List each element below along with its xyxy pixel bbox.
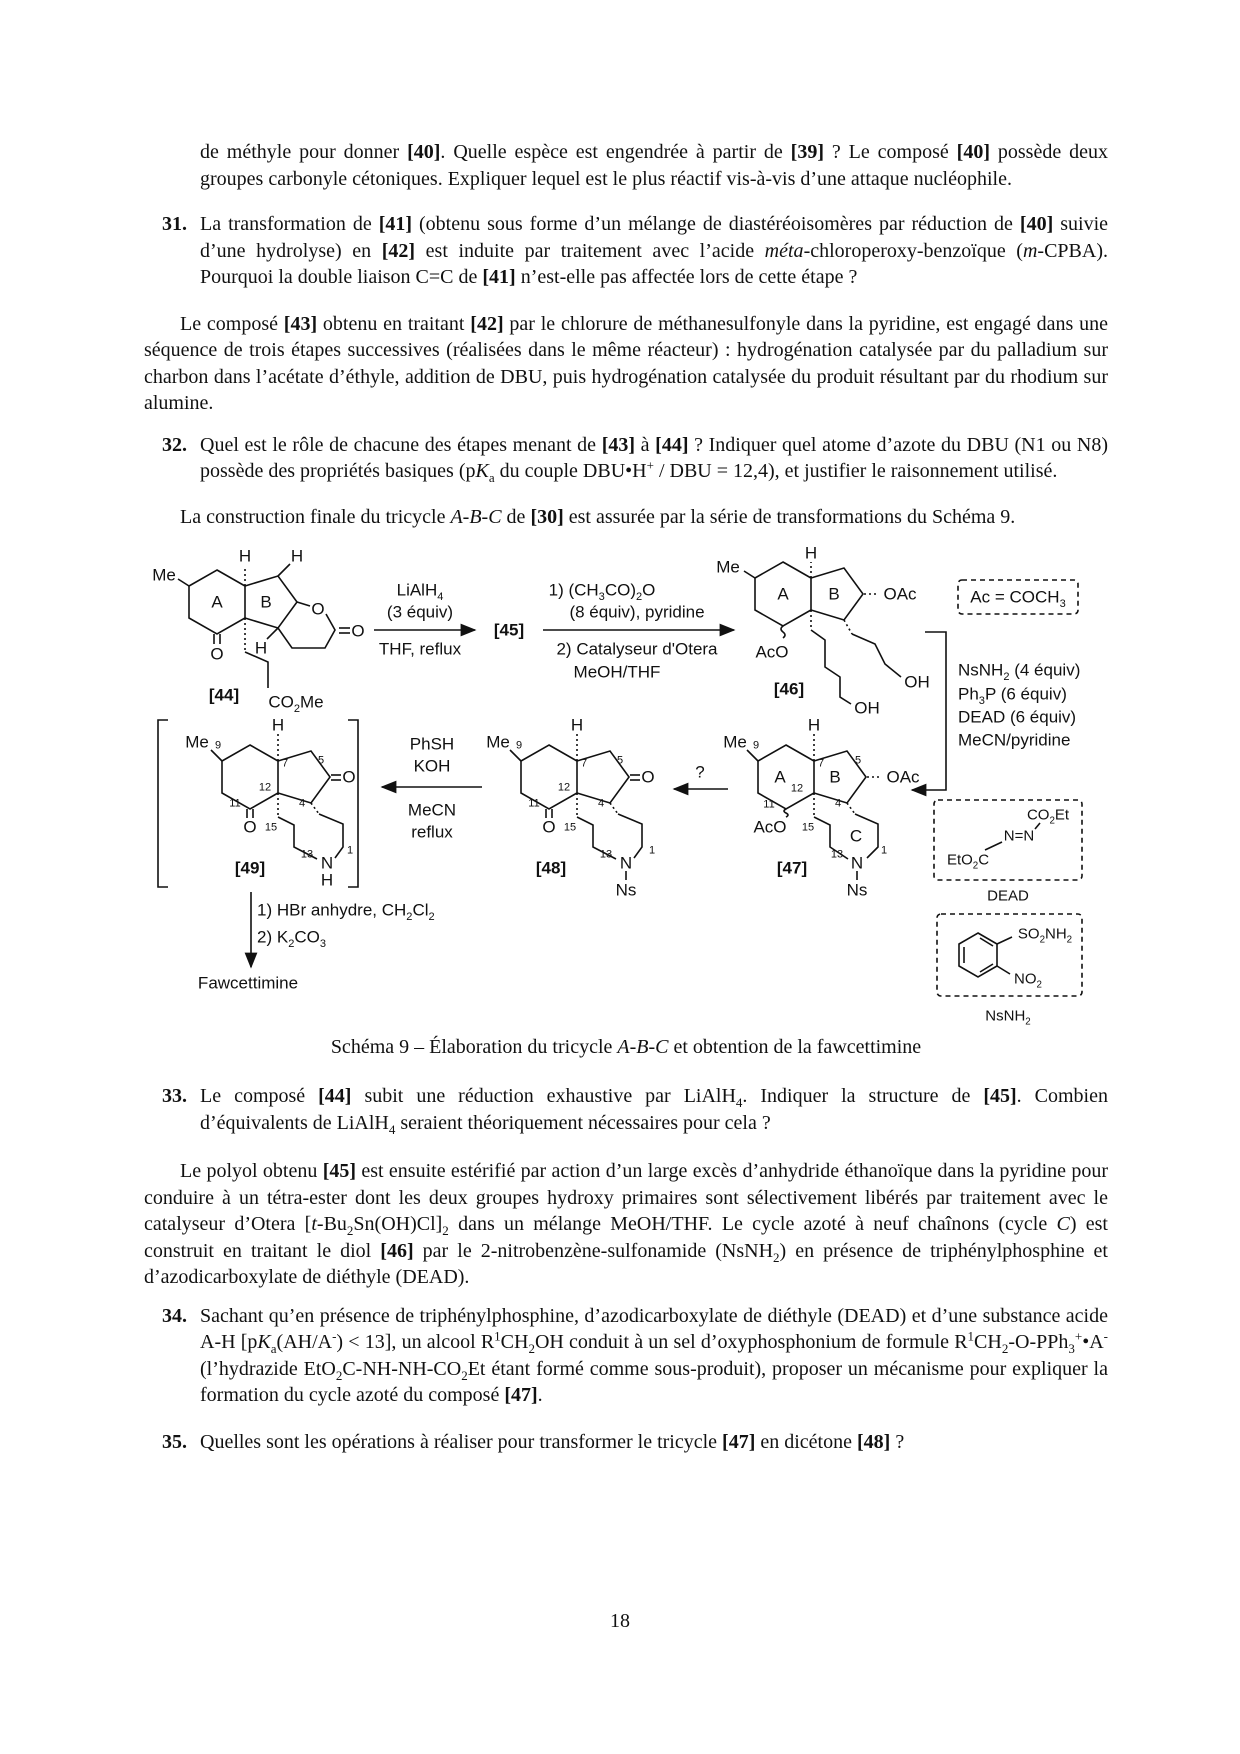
question-number: 32. [162,433,187,456]
c48-n13: 13 [599,848,613,861]
nsnh2-name: NsNH$_2$ [985,1007,1031,1028]
bracket-left [158,720,168,887]
c47-n11: 11 [763,798,775,811]
c49-n: N [320,853,334,873]
text-segment-sub: 3 [1059,597,1066,610]
text-segment-sub: 2 [1025,1016,1031,1028]
dead-nn: N=N [1003,827,1035,845]
text-segment-i: t [311,1213,317,1235]
question-text: Sachant qu’en présence de triphénylphosphine, d’azodicarboxylate de diéthyle (DEAD) et d’une substance acide A-H $[pK_a(AH/A^-) < 13]$, un alcool $R^1CH_2OH$ conduit à un sel d’oxyphosphonium de formule $R^1CH_2-O-PPh_3^+•A^-$ (l’hydrazide $EtO_2C-NH-NH-CO_2Et$ étant formé comme sous-produit), proposer un mécanisme pour expliquer la formation du cycle azoté du composé [47]. [200,1304,1108,1406]
text-segment-sub: 3 [1068,1341,1075,1356]
compound-45-label: [45] [493,620,525,640]
c49-n1: 1 [346,844,354,857]
text-segment-i: K [257,1331,271,1353]
text-segment-sup: + [646,457,654,473]
c47-n: N [850,853,864,873]
c47-me: Me [723,732,747,752]
text-segment-b: [45] [322,1160,357,1182]
c48-h: H [570,715,584,735]
text-segment-sub: 2 [442,1223,449,1238]
c47-n7: 7 [817,757,825,770]
page-number: 18 [610,1610,630,1632]
question-number: 34. [162,1304,187,1327]
dead-eto2c: EtO$_2$C [946,851,990,872]
text-segment-sup: + [1074,1328,1083,1344]
text-segment-b: [40] [407,141,441,163]
text-segment-sup: 1 [967,1328,975,1344]
question-text: La transformation de [41] (obtenu sous forme d’un mélange de diastéréoisomères par réduction de [40] suivie d’une hydrolyse) en [42] est induite par traitement avec l’acide méta-chloroperoxy-benzoïque (m-CPBA). Pourquoi la double liaison C=C de [41] n’est-elle pas affectée lors de cette étape ? [200,213,1109,288]
c49-n7: 7 [281,757,289,770]
compound-46-structure [744,562,901,704]
c48-o2: O [542,817,556,837]
c44-h3: H [254,638,268,658]
text-segment-sub: 2 [1003,670,1010,683]
compound-46-label: [46] [773,679,805,699]
question-35 [162,1429,1108,1456]
c46-oac: OAc [883,584,917,604]
arrow-step3 [912,632,946,790]
c46-me: Me [716,557,740,577]
step5-line4: reflux [411,822,453,842]
text-segment-b: [40] [1019,213,1054,235]
c48-n12: 12 [557,781,571,794]
text-segment-b: [48] [856,1430,891,1453]
c47-n13: 13 [830,848,844,861]
text-segment-sub: 2 [1001,1341,1009,1356]
text-segment-b: [42] [470,312,504,335]
text-segment-sub: a [488,470,495,485]
paragraph-construction: La construction finale du tricycle A-B-C de [30] est assurée par la série de transformations du Schéma 9. [180,505,1016,528]
c47-h: H [807,715,821,735]
c49-h: H [271,715,285,735]
text-segment-sub: 2 [1049,815,1055,827]
step2-line1: 1) $(CH_3CO)_2O$ [548,580,656,603]
text-segment-sup: - [332,1328,337,1344]
c46-ring-b: B [828,584,840,604]
step3-line4: MeCN/pyridine [958,730,1071,750]
step1-reagent: LiAlH$_4$ [396,580,444,603]
paragraph-compound-43: Le composé [43] obtenu en traitant [42] par le chlorure de méthanesulfonyle dans la pyridine, est engagé dans une séquence de trois étapes successives (réalisées dans le même réacteur) : hydrogénation catalysée par du palladium sur charbon dans l’acétate d’éthyle, addition de DBU, puis hydrogénation catalysée du produit résultant par du rhodium sur alumine. [144,312,1108,414]
c47-n9: 9 [752,739,760,752]
ac-definition: $Ac = COCH_3$ [970,587,1066,610]
c44-o-ketone: O [210,644,224,664]
c48-n7: 7 [580,757,588,770]
step6-line2: 2) $K_2CO_3$ [257,927,326,950]
c49-n11: 11 [229,797,241,810]
text-segment-sub: 2 [293,702,301,715]
c49-n5: 5 [317,754,325,767]
c48-n: N [619,853,633,873]
c47-n15: 15 [801,821,815,834]
c48-n15: 15 [563,821,577,834]
step3-line1: NsNH$_2$ (4 équiv) [958,660,1081,683]
question-number: 31. [162,213,187,235]
text-segment-b: [43] [283,312,318,335]
scheme-caption: Schéma 9 – Élaboration du tricycle A-B-C et obtention de la fawcettimine [330,1036,922,1058]
step3-line2: $Ph_3P$ (6 équiv) [958,684,1067,707]
bracket-right [348,720,358,887]
text-segment-sub: a [270,1341,277,1356]
c49-n12: 12 [258,781,272,794]
reaction-scheme-9 [140,542,1100,1034]
step2-line3: 2) Catalyseur d'Otera [556,639,718,659]
c48-n4: 4 [597,797,605,810]
nsnh2-so2nh2: $SO_2NH_2$ [1017,925,1073,946]
c49-me: Me [185,732,209,752]
text-segment-sub: 4 [388,1121,396,1137]
c49-o2: O [243,817,257,837]
text-segment-b: [41] [482,266,516,288]
dead-name: DEAD [987,887,1029,905]
question-text: Quelles sont les opérations à réaliser pour transformer le tricycle [47] en dicétone [48] ? [200,1430,905,1453]
c48-n1: 1 [648,844,656,857]
compound-44-label: [44] [208,685,240,705]
c46-aco: AcO [755,642,789,662]
text-segment-sub: 4 [735,1095,743,1110]
text-segment-sub: 3 [978,694,985,707]
question-31 [162,211,1109,291]
text-segment-sub: 2 [528,1341,535,1356]
c47-ring-a: A [774,767,786,787]
step3-line3: DEAD (6 équiv) [958,707,1077,727]
step5-line2: KOH [413,756,451,776]
text-segment-sub: 2 [1039,934,1046,946]
question-number: 33. [162,1085,187,1107]
c47-oac: OAc [886,767,920,787]
c47-n12: 12 [790,782,804,795]
step2-line2: (8 équiv), pyridine [569,602,705,622]
c44-me: Me [152,565,176,585]
text-segment-sub: 2 [406,910,413,923]
text-segment-sub: 3 [319,937,326,950]
compound-48-label: [48] [535,858,567,878]
c47-n5: 5 [854,754,862,767]
dead-co2et: $CO_2Et$ [1026,806,1070,827]
step5-line1: PhSH [409,734,455,754]
compound-44-structure [178,564,350,688]
c46-ring-a: A [777,584,789,604]
text-segment-sub: 2 [773,1249,780,1265]
text-segment-b: [44] [318,1085,352,1107]
c48-me: Me [486,732,510,752]
text-segment-i: m [1022,239,1038,262]
c46-oh1: OH [904,672,930,692]
c44-ring-b: B [260,592,272,612]
question-32 [162,432,1108,485]
text-segment-sub: 4 [437,590,444,603]
step1-conditions: THF, reflux [378,639,462,659]
text-segment-sub: 2 [335,1367,343,1383]
step1-equiv: (3 équiv) [386,602,454,622]
text-segment-i: méta [764,239,804,262]
c49-n9: 9 [214,739,222,752]
text-segment-i: C [1056,1213,1070,1235]
text-segment-sub: 2 [461,1367,468,1383]
product-fawcettimine: Fawcettimine [197,973,299,993]
page-content [0,139,1240,1455]
step4-unknown: ? [695,762,705,782]
text-segment-b: [40] [956,141,990,163]
c49-n15: 15 [264,821,278,834]
c47-aco: AcO [753,817,787,837]
paragraph-polyol: Le polyol obtenu [45] est ensuite estérifié par action d’un large excès d’anhydride éthanoïque dans la pyridine pour conduire à un tétra-ester dont les deux groupes hydroxy primaires sont sélectivement libérés par traitement avec le catalyseur d’Otera $[t-Bu_2Sn(OH)Cl]_2$ dans un mélange MeOH/THF. Le cycle azoté à neuf chaînons (cycle C) est construit en traitant le diol [46] par le 2-nitrobenzène-sulfonamide (NsNH$_2$) en présence de triphénylphosphine et d’azodicarboxylate de diéthyle (DEAD). [144,1160,1109,1288]
question-text: Le composé [44] subit une réduction exhaustive par LiAlH$_4$. Indiquer la structure de [45]. Combien d’équivalents de LiAlH$_4$ seraient théoriquement nécessaires pour cela ? [200,1085,1108,1137]
c46-h: H [804,543,818,563]
text-segment-i: K [475,460,489,482]
c49-n4: 4 [298,797,306,810]
c44-ring-a: A [211,592,223,612]
c47-n4: 4 [834,797,842,810]
text-segment-b: [47] [722,1430,756,1453]
c47-n1: 1 [880,844,888,857]
step2-line4: MeOH/THF [573,662,661,682]
text-segment-b: [45] [983,1085,1017,1107]
text-segment-sub: 2 [972,860,979,872]
text-segment-b: [46] [380,1239,414,1262]
c48-ns: Ns [615,880,637,900]
step6-line1: 1) HBr anhydre, $CH_2Cl_2$ [257,900,435,923]
question-34 [162,1303,1108,1409]
c44-h2: H [290,546,304,566]
text-segment-sub: 3 [598,590,605,603]
c47-ring-c: C [849,826,863,846]
c44-o-ring: O [311,599,325,619]
c47-ring-b: B [829,767,841,787]
text-segment-b: [30] [530,505,564,528]
question-33 [162,1083,1108,1137]
text-segment-sub: 2 [636,590,643,603]
text-segment-sub: 2 [346,1223,354,1238]
c48-o1: O [641,767,655,787]
text-segment-sub: 2 [1036,979,1042,991]
text-segment-b: [39] [790,141,824,163]
compound-49-label: [49] [234,858,266,878]
c49-n13: 13 [300,848,314,861]
c46-oh2: OH [854,698,880,718]
text-segment-sup: 1 [494,1328,501,1344]
text-segment-sub: 2 [1066,934,1073,946]
step5-line3: MeCN [407,800,457,820]
c48-n9: 9 [515,739,523,752]
c48-n11: 11 [528,797,540,810]
text-segment-sup: - [1103,1328,1108,1344]
text-segment-sub: 2 [428,910,435,923]
question-text: Quel est le rôle de chacune des étapes menant de [43] à [44] ? Indiquer quel atome d’azote du DBU (N1 ou N8) possède des propriétés basiques ($pK_a$ du couple DBU•H+ / DBU = 12,4), et justifier le raisonnement utilisé. [200,433,1108,485]
c49-o1: O [342,767,356,787]
text-segment-i: A-B-C [617,1036,669,1058]
question-number: 35. [162,1430,187,1453]
text-segment-b: [43] [601,433,636,456]
nsnh2-no2: $NO_2$ [1014,970,1042,991]
text-segment-b: [44] [655,433,689,456]
text-segment-b: [41] [378,213,413,235]
c44-o-lactone: O [351,621,365,641]
c44-h1: H [238,546,252,566]
text-segment-b: [47] [504,1384,538,1406]
text-segment-b: [42] [381,239,416,262]
text-segment-i: A-B-C [450,505,502,528]
text-segment-sub: 2 [288,937,295,950]
c47-ns: Ns [846,880,868,900]
c44-ester: $CO_2Me$ [268,692,324,715]
intro-paragraph: de méthyle pour donner [40]. Quelle espèce est engendrée à partir de [39] ? Le composé [40] possède deux groupes carbonyle cétoniques. Expliquer lequel est le plus réactif vis-à-vis d’une attaque nucléophile. [200,141,1108,190]
c48-n5: 5 [616,754,624,767]
compound-47-label: [47] [776,858,808,878]
c49-nh: H [320,870,334,890]
